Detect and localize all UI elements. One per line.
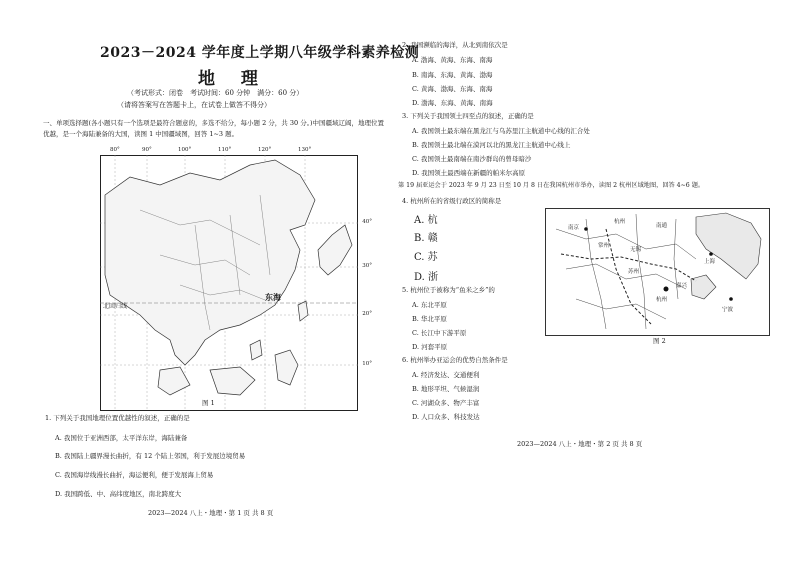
exam-note: （请将答案写在答题卡上，在试卷上做答不得分） — [117, 101, 271, 109]
question-5-stem: 5. 杭州位于被称为“鱼米之乡”的 — [402, 286, 495, 294]
subject-title: 地 理 — [198, 69, 268, 89]
question-1-option-a: A. 我国位于亚洲西部，太平洋东岸，海陆兼备 — [55, 434, 188, 442]
map2-label: 无锡 — [630, 247, 642, 253]
question-3-option-a: A. 我国领土最东端在黑龙江与乌苏里江主航道中心线的汇合处 — [412, 127, 590, 135]
question-5-option-a: A. 东北平原 — [412, 301, 447, 309]
question-5-option-b: B. 华北平原 — [412, 315, 447, 323]
china-territory-map — [100, 147, 372, 411]
page-right — [398, 30, 774, 530]
question-1-option-c: C. 我国海岸线漫长曲折，海运便利，便于发展海上贸易 — [55, 471, 214, 479]
question-4-option-b: B. 赣 — [414, 233, 438, 244]
longitude-label: 120° — [258, 147, 272, 153]
question-6-option-b: B. 地形平坦、气候湿润 — [412, 385, 480, 393]
figure-1-caption: 图 1 — [202, 399, 215, 407]
question-1-option-d: D. 我国跨低、中、高纬度地区，南北跨度大 — [55, 490, 182, 498]
footer-right: 2023—2024 八上・地理・第 2 页 共 8 页 — [517, 440, 643, 448]
map2-label: 杭州 — [614, 219, 626, 225]
map2-label: 南通 — [656, 223, 668, 229]
question-3-option-d: D. 我国领土最西端在新疆的帕米尔高原 — [412, 169, 526, 177]
question-2-option-c: C. 黄海、渤海、东海、南海 — [412, 85, 493, 93]
exam-title: 2023－2024 学年度上学期八年级学科素养检测 — [100, 45, 420, 61]
exam-info: （考试形式：闭卷 考试时间：60 分钟 满分：60 分） — [127, 89, 304, 97]
question-3-stem: 3. 下列关于我国领土四至点的叙述，正确的是 — [402, 112, 534, 120]
hangzhou-region-map — [545, 208, 770, 336]
footer-left: 2023—2024 八上・地理・第 1 页 共 8 页 — [148, 509, 274, 517]
question-1-stem: 1. 下列关于我国地理位置优越性的叙述，正确的是 — [45, 414, 190, 422]
question-4-stem: 4. 杭州所在的省级行政区的简称是 — [402, 197, 502, 205]
question-6-option-c: C. 河湖众多、物产丰富 — [412, 399, 480, 407]
question-2-option-a: A. 渤海、黄海、东海、南海 — [412, 56, 493, 64]
east-sea-label: 东海 — [265, 292, 281, 302]
china-map-drawing — [100, 155, 358, 411]
question-4-option-a: A. 杭 — [414, 215, 438, 226]
question-6-option-a: A. 经济发达、交通便利 — [412, 371, 480, 379]
context-paragraph: 第 19 届亚运会于 2023 年 9 月 23 日至 10 月 8 日在我国杭州市举办，读图 2 杭州区域地图，回答 4~6 题。 — [398, 182, 705, 189]
map2-label: 宁波 — [722, 307, 734, 313]
map2-label: 嘉兴 — [676, 283, 688, 289]
question-5-option-d: D. 河套平原 — [412, 343, 448, 351]
question-2-option-d: D. 渤海、东海、黄海、南海 — [412, 99, 493, 107]
longitude-label: 80° — [110, 147, 120, 153]
section-instruction: 一、单项选择题(各小题只有一个选项是最符合题意的，多选不给分，每小题 2 分，共 30 分。)中国疆域辽阔，地理位置优越，是一个海陆兼备的大国，读图 1 中国疆域图，回答 1~3 题。 — [43, 119, 384, 138]
question-3-option-b: B. 我国领土最北端在漠河以北的黑龙江主航道中心线上 — [412, 141, 571, 149]
question-5-option-c: C. 长江中下游平原 — [412, 329, 467, 337]
longitude-label: 130° — [298, 147, 312, 153]
question-6-stem: 6. 杭州举办亚运会的优势自然条件是 — [402, 356, 508, 364]
question-6-option-d: D. 人口众多、科技发达 — [412, 413, 480, 421]
latitude-label: 10° — [362, 361, 372, 367]
map2-label: 杭州 — [656, 297, 668, 303]
latitude-label: 30° — [362, 263, 372, 269]
tropic-label: 北回归线 — [103, 303, 128, 310]
map2-label: 苏州 — [628, 269, 640, 275]
question-2-stem: 2. 我国濒临的海洋，从北到南依次是 — [402, 41, 508, 49]
latitude-label: 40° — [362, 219, 372, 225]
map2-label: 常州 — [598, 243, 610, 249]
question-4-option-c: C. 苏 — [414, 252, 438, 263]
figure-2-caption: 图 2 — [653, 337, 666, 345]
longitude-label: 90° — [142, 147, 152, 153]
longitude-label: 110° — [218, 147, 232, 153]
question-1-option-b: B. 我国陆上疆界漫长曲折，有 12 个陆上邻国，利于发展边境贸易 — [55, 452, 246, 460]
question-4-option-d: D. 浙 — [414, 272, 439, 283]
question-2-option-b: B. 南海、东海、黄海、渤海 — [412, 71, 493, 79]
question-3-option-c: C. 我国领土最南端在南沙群岛的曾母暗沙 — [412, 155, 532, 163]
map2-label: 南京 — [568, 225, 580, 231]
map2-label: 上海 — [704, 259, 716, 265]
longitude-label: 100° — [178, 147, 192, 153]
latitude-label: 20° — [362, 311, 372, 317]
page-left — [30, 30, 420, 530]
